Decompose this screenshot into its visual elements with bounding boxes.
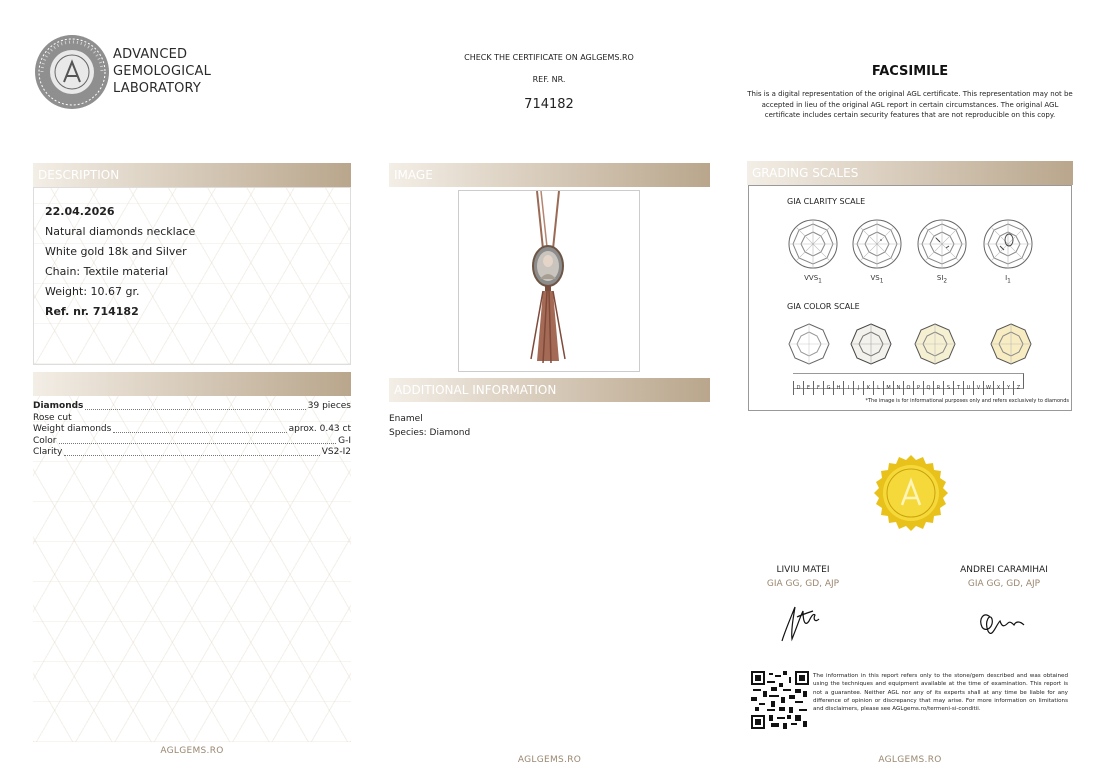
clarity-grade-label: $VS_1$ [870, 274, 884, 285]
additional-line: Species: Diamond [389, 428, 471, 438]
additional-info [389, 412, 470, 440]
color-diamond-icon [913, 322, 957, 370]
image-bar: IMAGE [389, 163, 710, 187]
diamonds-bar [33, 372, 351, 396]
description-line: White gold 18k and Silver [45, 245, 187, 258]
facsimile-block [746, 64, 1074, 121]
diamonds-row: Clarity VS2-I2 [33, 447, 351, 457]
diamonds-panel [33, 396, 351, 742]
clarity-scale-title: GIA CLARITY SCALE [787, 197, 866, 206]
clarity-diamond-icon [787, 218, 839, 274]
diamonds-row: Color G-I [33, 435, 351, 446]
footer-link[interactable]: AGLGEMS.RO [878, 755, 942, 765]
description-panel [33, 187, 351, 365]
clarity-diamond-icon [851, 218, 903, 274]
signer-credentials: GIA GG, GD, AJP [766, 579, 840, 589]
clarity-diamond-icon [916, 218, 968, 274]
facsimile-title: FACSIMILE [871, 64, 949, 79]
facsimile-text: This is a digital representation of the original AGL certificate. This representation may not be accepted in lieu of the original AGL report in certain circumstances. The original AGL certificate includes certain security features that are not reproducible on this copy. [747, 90, 1073, 119]
diamonds-row: Rose cut [33, 412, 72, 423]
disclaimer-text: The information in this report refers only to the stone/gem described and was obtained using the techniques and equipment available at the time of examination. This report is not a guarantee. Neither AGL nor any of its experts shall at any time be liable for any difference of opinion or discrepancy that may arise. For more information on limitations and disclaimers, please see AGLgems.ro/termeni-si-conditii. [813, 673, 1068, 713]
signature-block [938, 565, 1070, 651]
color-scale-strip: D E F G H I J K L M N O P Q R S T U V W X Y Z [793, 373, 1024, 389]
description-line: Natural diamonds necklace [45, 225, 196, 238]
certificate-check [389, 53, 709, 112]
diamonds-row: Weight diamonds aprox. 0.43 ct [33, 424, 351, 434]
color-diamond-icon [787, 322, 831, 370]
lab-name-line: ADVANCED [113, 47, 188, 62]
lab-seal-icon [34, 34, 110, 110]
qr-code-icon[interactable] [751, 671, 809, 729]
color-diamond-icon [849, 322, 893, 370]
clarity-grade-label: $SI_2$ [936, 274, 948, 285]
signer-name: LIVIU MATEI [776, 565, 830, 575]
signature-block [737, 565, 869, 651]
description-ref: Ref. nr. 714182 [45, 305, 139, 318]
signature-icon [737, 597, 869, 647]
description-line: Weight: 10.67 gr. [45, 285, 140, 298]
additional-line: Enamel [389, 414, 423, 424]
description-date: 22.04.2026 [45, 205, 115, 218]
color-diamond-icon [989, 322, 1033, 370]
lab-name-line: GEMOLOGICAL [113, 64, 212, 79]
clarity-grade-label: $I_1$ [1005, 274, 1011, 285]
gold-seal-icon [873, 455, 949, 535]
grading-scales-bar: GRADING SCALES [747, 161, 1073, 185]
grading-note: *The image is for informational purposes only and refers exclusively to diamonds [865, 398, 1069, 404]
lab-name [113, 46, 211, 97]
footer-link[interactable]: AGLGEMS.RO [160, 746, 224, 756]
diamonds-row: Diamonds 39 pieces [33, 401, 351, 411]
ref-number: 714182 [524, 97, 574, 112]
clarity-diamond-icon [982, 218, 1034, 274]
clarity-grade-label: $VVS_1$ [804, 274, 822, 285]
necklace-image-icon [459, 191, 639, 371]
description-line: Chain: Textile material [45, 265, 169, 278]
description-bar: DESCRIPTION [33, 163, 351, 187]
product-image [458, 190, 640, 372]
check-text: CHECK THE CERTIFICATE ON AGLGEMS.RO [464, 53, 634, 62]
signer-credentials: GIA GG, GD, AJP [967, 579, 1041, 589]
lab-name-line: LABORATORY [113, 81, 202, 96]
color-scale-title: GIA COLOR SCALE [787, 302, 860, 311]
signer-name: ANDREI CARAMIHAI [960, 565, 1048, 575]
footer-link[interactable]: AGLGEMS.RO [517, 755, 582, 765]
signature-icon [938, 597, 1070, 647]
additional-info-bar: ADDITIONAL INFORMATION [389, 378, 710, 402]
grading-panel [748, 185, 1072, 411]
ref-label: REF. NR. [532, 75, 566, 84]
